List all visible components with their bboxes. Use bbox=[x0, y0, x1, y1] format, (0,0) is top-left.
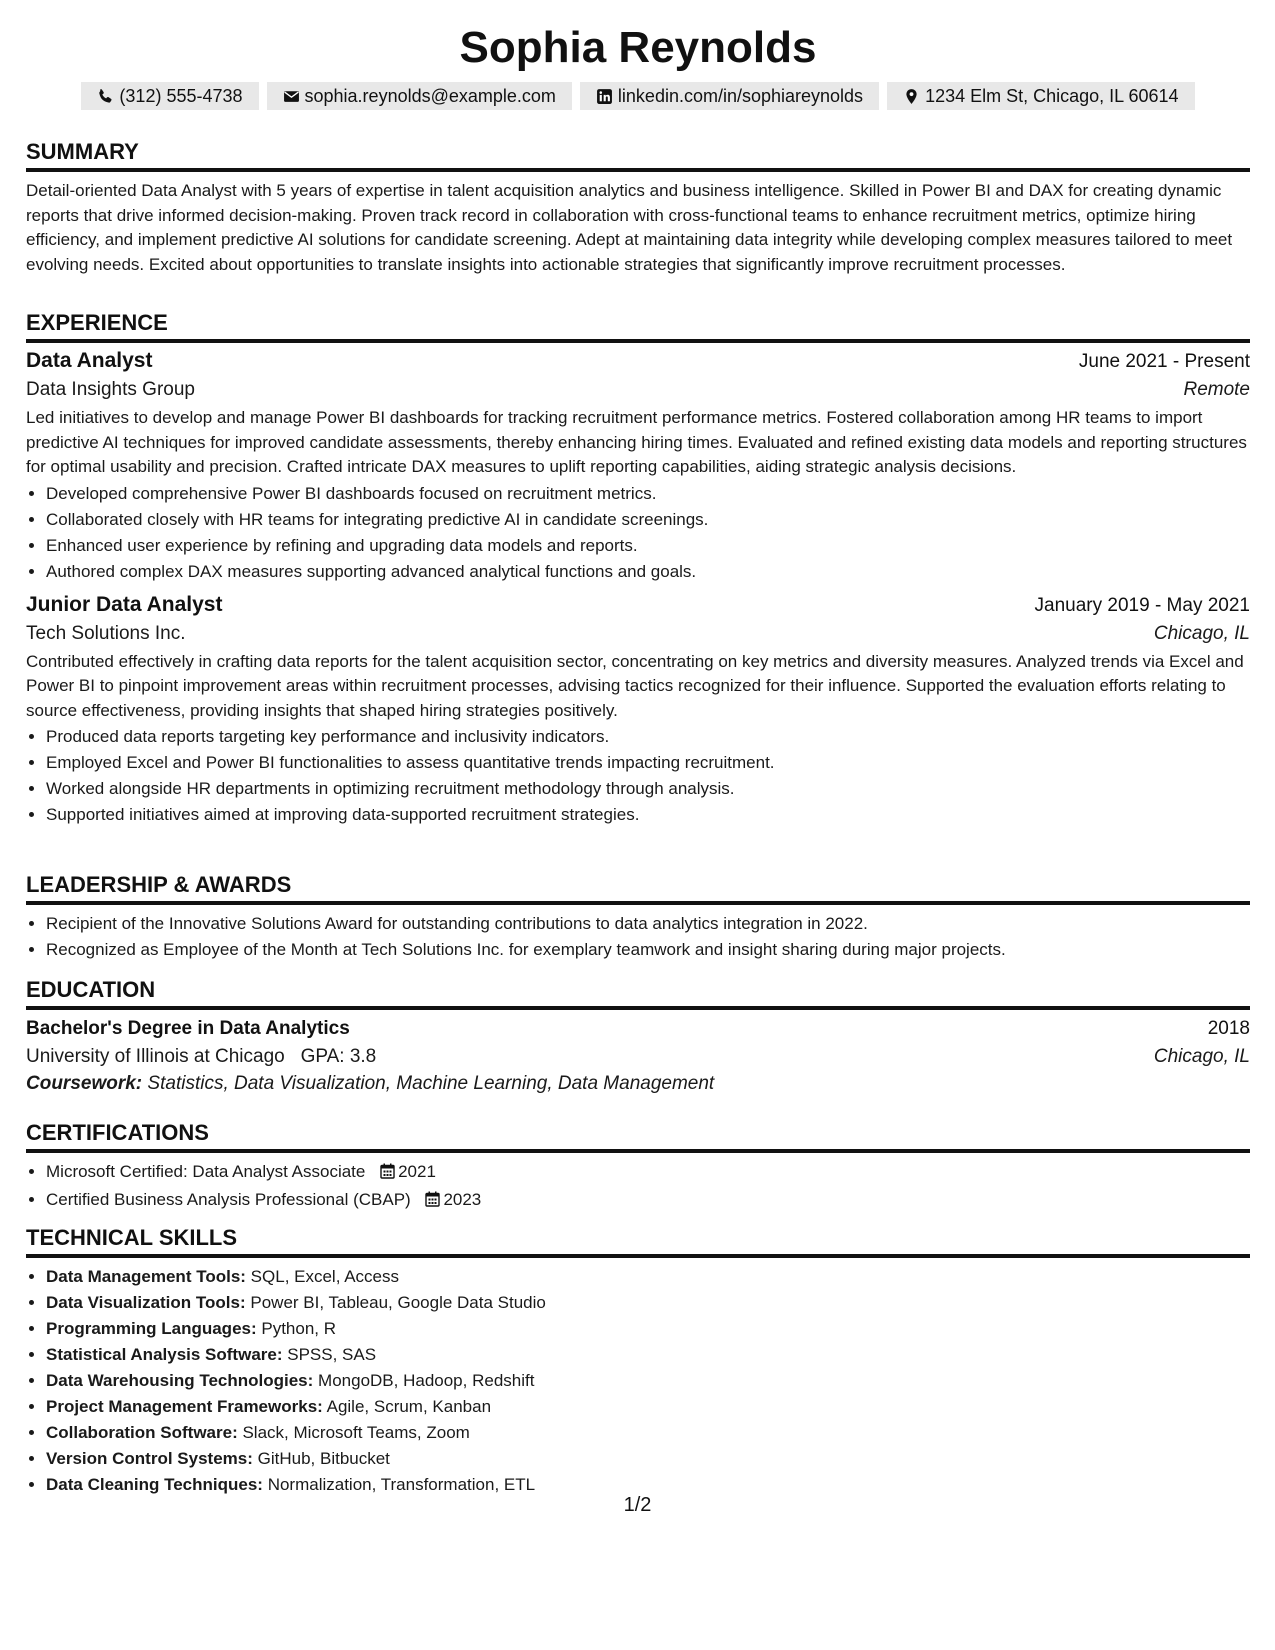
list-item bbox=[46, 1264, 1250, 1290]
skills-heading: TECHNICAL SKILLS bbox=[26, 1224, 1250, 1258]
list-item bbox=[46, 1368, 1250, 1394]
certifications-section bbox=[26, 1119, 1250, 1215]
education-heading: EDUCATION bbox=[26, 976, 1250, 1010]
job-location: Chicago, IL bbox=[1153, 622, 1250, 644]
leadership-heading: LEADERSHIP & AWARDS bbox=[26, 871, 1250, 905]
job-description: Led initiatives to develop and manage Power BI dashboards for tracking recruitment performance metrics. Fostered collaboration among HR teams to import predictive AI techniques for improved candidate assessments, thereby enhancing hiring times. Evaluated and refined existing data models and reporting structures for optimal usability and precision. Crafted intricate DAX measures to uplift reporting capabilities, aiding strategic analysis decisions. bbox=[26, 408, 1247, 476]
skill-label: Programming Languages: bbox=[46, 1319, 257, 1338]
phone-icon bbox=[97, 88, 114, 105]
list-item: • Employed Excel and Power BI functionalities to assess quantitative trends impacting recruitment. bbox=[46, 750, 1250, 776]
degree-title: Bachelor's Degree in Data Analytics bbox=[26, 1018, 350, 1039]
school-line bbox=[26, 1046, 376, 1068]
skill-value: Agile, Scrum, Kanban bbox=[326, 1397, 492, 1416]
contact-address[interactable] bbox=[887, 82, 1195, 110]
skill-label: Project Management Frameworks: bbox=[46, 1397, 323, 1416]
skill-value: Slack, Microsoft Teams, Zoom bbox=[242, 1423, 470, 1442]
experience-heading: EXPERIENCE bbox=[26, 309, 1250, 343]
calendar-icon bbox=[380, 1161, 395, 1187]
list-item bbox=[46, 1290, 1250, 1316]
list-item: • Developed comprehensive Power BI dashboards focused on recruitment metrics. bbox=[46, 481, 1250, 507]
list-item bbox=[46, 1342, 1250, 1368]
leadership-list bbox=[26, 911, 1250, 963]
coursework-label: Coursework: bbox=[26, 1073, 143, 1094]
job-entry bbox=[26, 593, 1250, 829]
education-school-row bbox=[26, 1046, 1250, 1068]
resume-page bbox=[26, 0, 1250, 1494]
list-item: • Supported initiatives aimed at improving data-supported recruitment strategies. bbox=[46, 802, 1250, 828]
gpa: GPA: 3.8 bbox=[300, 1046, 377, 1067]
calendar-icon bbox=[425, 1189, 440, 1215]
graduation-year: 2018 bbox=[1207, 1018, 1250, 1039]
skill-value: Python, R bbox=[261, 1319, 337, 1338]
job-company-row bbox=[26, 379, 1250, 401]
job-dates: January 2019 - May 2021 bbox=[1034, 594, 1250, 616]
list-item: • Worked alongside HR departments in optimizing recruitment methodology through analysis. bbox=[46, 776, 1250, 802]
job-location: Remote bbox=[1183, 379, 1250, 400]
job-entry bbox=[26, 349, 1250, 585]
skills-list bbox=[26, 1264, 1250, 1498]
candidate-name: Sophia Reynolds bbox=[459, 23, 817, 72]
certification-name: Microsoft Certified: Data Analyst Associate bbox=[46, 1162, 366, 1181]
skill-label: Data Warehousing Technologies: bbox=[46, 1371, 314, 1390]
contact-linkedin[interactable] bbox=[580, 82, 879, 110]
certification-year: 2021 bbox=[398, 1162, 436, 1181]
certification-name: Certified Business Analysis Professional (CBAP) bbox=[46, 1190, 411, 1209]
skill-value: SQL, Excel, Access bbox=[250, 1267, 400, 1286]
job-company: Data Insights Group bbox=[26, 379, 195, 400]
education-header-row bbox=[26, 1018, 1250, 1040]
skills-section bbox=[26, 1224, 1250, 1498]
page-number: 1/2 bbox=[623, 1494, 652, 1516]
job-header-row bbox=[26, 593, 1250, 617]
coursework-list: Statistics, Data Visualization, Machine Learning, Data Management bbox=[147, 1073, 715, 1094]
skill-value: MongoDB, Hadoop, Redshift bbox=[318, 1371, 535, 1390]
map-marker-icon bbox=[903, 88, 920, 105]
skill-value: Power BI, Tableau, Google Data Studio bbox=[250, 1293, 546, 1312]
job-dates: June 2021 - Present bbox=[1078, 351, 1250, 372]
envelope-icon bbox=[283, 88, 300, 105]
skill-value: Normalization, Transformation, ETL bbox=[267, 1475, 536, 1494]
list-item bbox=[46, 1420, 1250, 1446]
contact-email[interactable] bbox=[267, 82, 572, 110]
list-item bbox=[46, 1394, 1250, 1420]
coursework-line bbox=[26, 1073, 1250, 1095]
list-item bbox=[46, 1159, 1250, 1187]
skill-value: SPSS, SAS bbox=[287, 1345, 377, 1364]
list-item: • Recognized as Employee of the Month at Tech Solutions Inc. for exemplary teamwork and insight sharing during major projects. bbox=[46, 937, 1250, 963]
summary-text: Detail-oriented Data Analyst with 5 years of expertise in talent acquisition analytics and business intelligence. Skilled in Power BI and DAX for creating dynamic reports that drive informed decision-making. Proven track record in collaboration with cross-functional teams to enhance recruitment metrics, optimize hiring efficiency, and implement predictive AI solutions for candidate screening. Adept at maintaining data integrity while developing complex measures tailored to meet evolving needs. Excited about opportunities to translate insights into actionable strategies that significantly improve recruitment processes. bbox=[26, 181, 1233, 274]
job-company-row bbox=[26, 623, 1250, 645]
skill-label: Data Visualization Tools: bbox=[46, 1293, 246, 1312]
job-bullets bbox=[26, 724, 1250, 828]
certification-year: 2023 bbox=[443, 1190, 482, 1209]
skill-label: Data Management Tools: bbox=[46, 1267, 246, 1286]
list-item bbox=[46, 1446, 1250, 1472]
summary-section bbox=[26, 138, 1250, 277]
summary-heading: SUMMARY bbox=[26, 138, 1250, 172]
contact-email-text: sophia.reynolds@example.com bbox=[304, 85, 556, 106]
school-location: Chicago, IL bbox=[1153, 1046, 1250, 1067]
skill-value: GitHub, Bitbucket bbox=[257, 1449, 390, 1468]
list-item: • Authored complex DAX measures supporting advanced analytical functions and goals. bbox=[46, 559, 1250, 585]
contact-bar bbox=[26, 82, 1250, 110]
job-title: Data Analyst bbox=[26, 349, 153, 372]
job-header-row bbox=[26, 349, 1250, 373]
skill-label: Data Cleaning Techniques: bbox=[46, 1475, 263, 1494]
contact-phone[interactable] bbox=[81, 82, 258, 110]
leadership-section bbox=[26, 871, 1250, 963]
contact-address-text: 1234 Elm St, Chicago, IL 60614 bbox=[925, 85, 1179, 106]
skill-label: Statistical Analysis Software: bbox=[46, 1345, 283, 1364]
education-section bbox=[26, 976, 1250, 1095]
job-company: Tech Solutions Inc. bbox=[26, 622, 186, 644]
list-item: • Collaborated closely with HR teams for integrating predictive AI in candidate screenings. bbox=[46, 507, 1250, 533]
list-item bbox=[46, 1316, 1250, 1342]
linkedin-icon bbox=[596, 88, 613, 105]
contact-phone-text: (312) 555-4738 bbox=[119, 85, 243, 106]
experience-section bbox=[26, 309, 1250, 828]
skill-label: Collaboration Software: bbox=[46, 1423, 238, 1442]
list-item: • Enhanced user experience by refining and upgrading data models and reports. bbox=[46, 533, 1250, 559]
job-title: Junior Data Analyst bbox=[26, 592, 223, 616]
job-bullets bbox=[26, 481, 1250, 585]
list-item: • Recipient of the Innovative Solutions Award for outstanding contributions to data analytics integration in 2022. bbox=[46, 911, 1250, 937]
job-description: Contributed effectively in crafting data reports for the talent acquisition sector, concentrating on key metrics and diversity measures. Analyzed trends via Excel and Power BI to pinpoint improvement areas within recruitment processes, advising tactics recognized for their influence. Supported the evaluation efforts relating to source effectiveness, providing insights that shaped hiring strategies positively. bbox=[26, 651, 1244, 720]
contact-linkedin-text: linkedin.com/in/sophiareynolds bbox=[617, 85, 864, 106]
certifications-heading: CERTIFICATIONS bbox=[26, 1119, 1250, 1153]
skill-label: Version Control Systems: bbox=[46, 1449, 253, 1468]
school-name: University of Illinois at Chicago bbox=[26, 1046, 285, 1067]
certifications-list bbox=[26, 1159, 1250, 1215]
list-item bbox=[46, 1187, 1250, 1215]
list-item: • Produced data reports targeting key performance and inclusivity indicators. bbox=[46, 724, 1250, 750]
